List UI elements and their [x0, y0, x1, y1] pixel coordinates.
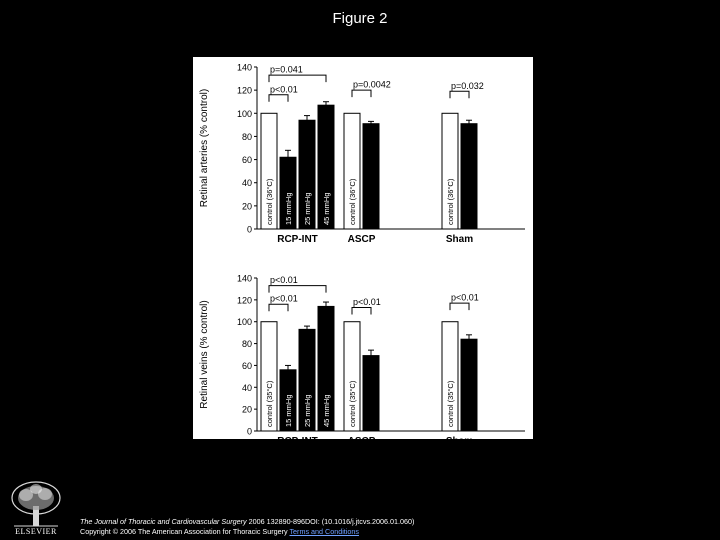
- chart1-significance-label: p=0.0042: [353, 79, 391, 90]
- chart1-y-tick-label: 80: [241, 131, 252, 142]
- chart2-significance-bracket: [269, 286, 326, 293]
- citation: [80, 517, 414, 537]
- chart1-y-tick-label: 140: [236, 62, 252, 73]
- chart2-bar-label: 15 mmHg: [284, 394, 293, 427]
- chart2-y-axis-label: Retinal veins (% control): [199, 300, 210, 409]
- chart2-significance-label: p<0.01: [270, 293, 298, 304]
- figure-panel: [193, 57, 533, 447]
- chart1-y-tick-label: 0: [246, 224, 252, 235]
- elsevier-wordmark: ELSEVIER: [15, 527, 57, 536]
- chart1-bar-label: 25 mmHg: [303, 192, 312, 225]
- chart2-y-tick-label: 120: [236, 295, 252, 306]
- chart2-significance-label: p<0.01: [451, 292, 479, 303]
- chart2-y-tick-label: 0: [246, 426, 252, 437]
- chart1-bar-label: control (36°C): [265, 178, 274, 225]
- chart1-significance-label: p=0.032: [451, 80, 484, 91]
- chart1-group-label: RCP-INT: [277, 234, 318, 245]
- chart2-bar-label: control (35°C): [446, 380, 455, 427]
- chart1-significance-bracket: [269, 95, 288, 102]
- chart1-significance-bracket: [450, 91, 469, 98]
- copyright-text: Copyright © 2006 The American Association for Thoracic Surgery: [80, 527, 288, 536]
- chart1-y-axis-label: Retinal arteries (% control): [199, 88, 210, 208]
- chart2-significance-label: p<0.01: [270, 275, 298, 286]
- slide-title: Figure 2: [332, 10, 388, 27]
- chart2-y-tick-label: 140: [236, 273, 252, 284]
- chart2-bar-label: 25 mmHg: [303, 394, 312, 427]
- chart1-bar: [461, 124, 477, 229]
- chart2-bar: [363, 356, 379, 431]
- chart1-y-tick-label: 40: [241, 178, 252, 189]
- chart2-bar-label: control (35°C): [265, 380, 274, 427]
- chart2-bar: [461, 339, 477, 431]
- chart1-significance-bracket: [269, 75, 326, 82]
- chart1-significance-label: p<0.01: [270, 84, 298, 95]
- chart1-significance-label: p=0.041: [270, 64, 303, 75]
- chart1-group-label: ASCP: [347, 234, 376, 245]
- chart2-bar-label: 45 mmHg: [322, 394, 331, 427]
- chart2-y-tick-label: 20: [241, 404, 252, 415]
- chart1-bar-label: 45 mmHg: [322, 192, 331, 225]
- journal-name: The Journal of Thoracic and Cardiovascular Surgery: [80, 517, 247, 526]
- chart2-y-tick-label: 40: [241, 382, 252, 393]
- chart1-y-tick-label: 120: [236, 85, 252, 96]
- citation-details: 2006 132890-896DOI: (10.1016/j.jtcvs.2006.01.060): [246, 517, 415, 526]
- chart2-significance-bracket: [352, 308, 371, 315]
- chart1-group-label: Sham: [445, 234, 474, 245]
- citation-line-1: [80, 517, 414, 527]
- chart2-significance-bracket: [269, 304, 288, 311]
- chart1-bar-label: 15 mmHg: [284, 192, 293, 225]
- chart2-y-tick-label: 100: [236, 317, 252, 328]
- chart2-group-label: Sham: [445, 436, 474, 447]
- chart2-y-tick-label: 80: [241, 339, 252, 350]
- chart1-bar-label: control (36°C): [446, 178, 455, 225]
- chart2-bar-label: control (35°C): [348, 380, 357, 427]
- chart1-bar: [363, 124, 379, 229]
- chart1-bar-label: control (36°C): [348, 178, 357, 225]
- citation-line-2: [80, 527, 414, 537]
- chart2-y-tick-label: 60: [241, 360, 252, 371]
- chart1-significance-bracket: [352, 90, 371, 97]
- chart2-group-label: ASCP: [347, 436, 376, 447]
- terms-link[interactable]: Terms and Conditions: [289, 527, 359, 536]
- chart1-y-tick-label: 100: [236, 108, 252, 119]
- chart1-y-tick-label: 60: [241, 155, 252, 166]
- chart2-group-label: RCP-INT: [277, 436, 318, 447]
- chart2-significance-bracket: [450, 303, 469, 310]
- chart1-y-tick-label: 20: [241, 201, 252, 212]
- figure-chart: [193, 57, 533, 447]
- chart2-significance-label: p<0.01: [353, 297, 381, 308]
